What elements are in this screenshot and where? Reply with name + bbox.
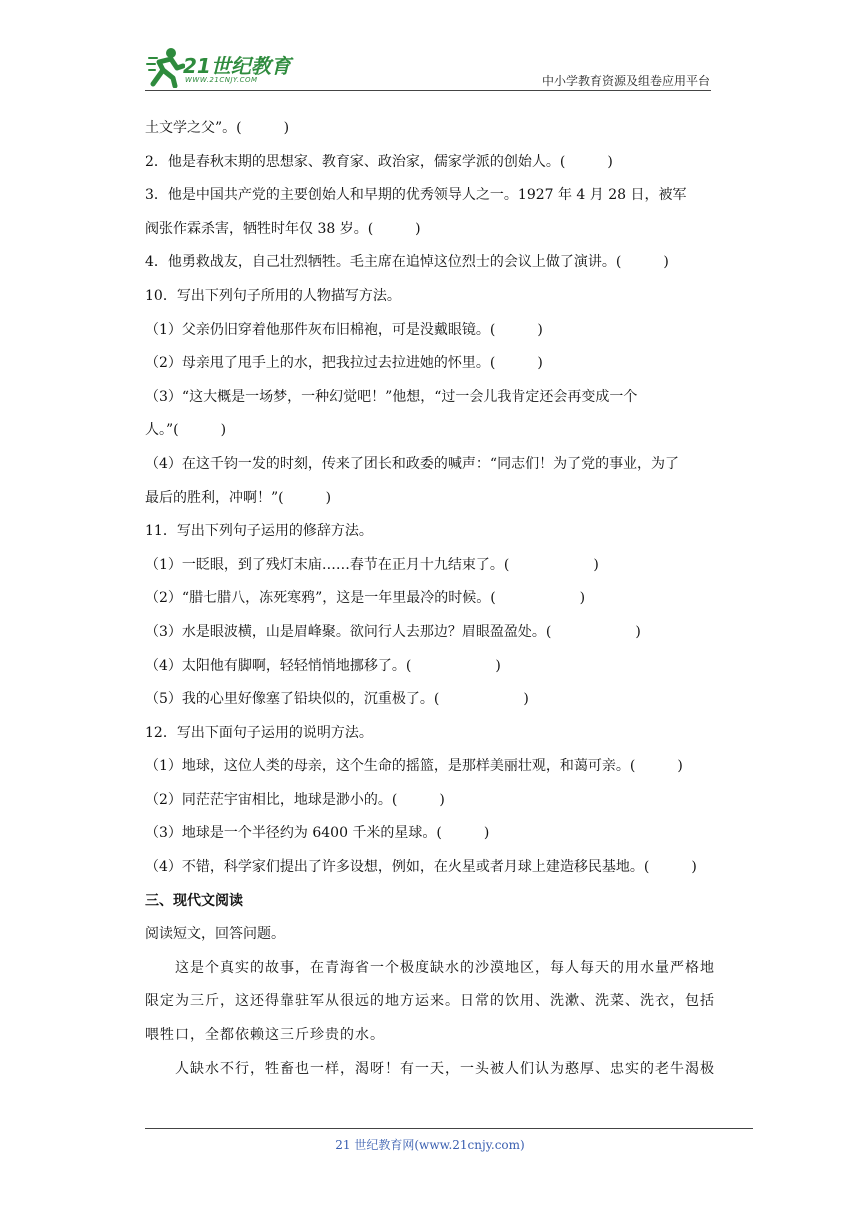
platform-label: 中小学教育资源及组卷应用平台	[541, 74, 710, 88]
text-line: （4）太阳他有脚啊，轻轻悄悄地挪移了。( )	[145, 657, 501, 674]
text-line: （5）我的心里好像塞了铅块似的，沉重极了。( )	[145, 691, 529, 708]
text-line: 3．他是中国共产党的主要创始人和早期的优秀领导人之一。1927 年 4 月 28 日，被军	[145, 187, 687, 204]
question-title: 11．写出下列句子运用的修辞方法。	[145, 523, 373, 540]
text-line: （3）“这大概是一场梦，一种幻觉吧！”他想，“过一会儿我肯定还会再变成一个	[145, 388, 638, 405]
text-line: （2）母亲甩了甩手上的水，把我拉过去拉进她的怀里。( )	[145, 355, 543, 372]
section-heading: 三、现代文阅读	[145, 892, 243, 909]
logo	[145, 44, 315, 90]
text-line: （3）地球是一个半径约为 6400 千米的星球。( )	[145, 825, 490, 842]
passage-line: 限定为三斤，这还得靠驻军从很远的地方运来。日常的饮用、洗漱、洗菜、洗衣，包括	[145, 993, 715, 1010]
passage-line: 人缺水不行，牲畜也一样，渴呀！有一天，一头被人们认为憨厚、忠实的老牛渴极	[175, 1060, 715, 1077]
footer-divider	[145, 1128, 753, 1129]
text-line: 最后的胜利，冲啊！”( )	[145, 489, 332, 506]
text-line: （2）“腊七腊八，冻死寒鸦”，这是一年里最冷的时候。( )	[145, 590, 586, 607]
runner-logo-icon	[145, 44, 185, 88]
text-line: （3）水是眼波横，山是眉峰聚。欲问行人去那边？眉眼盈盈处。( )	[145, 623, 641, 640]
page-header	[145, 44, 710, 92]
text-line: （1）地球，这位人类的母亲，这个生命的摇篮，是那样美丽壮观，和蔼可亲。( )	[145, 758, 683, 775]
question-title: 10．写出下列句子所用的人物描写方法。	[145, 287, 401, 304]
text-line: （1）父亲仍旧穿着他那件灰布旧棉袍，可是没戴眼镜。( )	[145, 321, 543, 338]
text-line: （4）在这千钧一发的时刻，传来了团长和政委的喊声：“同志们！为了党的事业，为了	[145, 455, 680, 472]
passage-line: 喂牲口，全都依赖这三斤珍贵的水。	[145, 1027, 385, 1044]
document-body	[145, 112, 725, 1086]
text-line: （2）同茫茫宇宙相比，地球是渺小的。( )	[145, 791, 445, 808]
passage-line: 这是个真实的故事，在青海省一个极度缺水的沙漠地区，每人每天的用水量严格地	[175, 959, 715, 976]
logo-url: WWW.21CNJY.COM	[185, 76, 258, 84]
logo-text: 21世纪教育	[183, 54, 291, 78]
text-line: 土文学之父”。( )	[145, 120, 290, 136]
footer-text: 21 世纪教育网(www.21cnjy.com)	[335, 1138, 525, 1152]
text-line: （1）一眨眼，到了残灯末庙……春节在正月十九结束了。( )	[145, 556, 599, 573]
text-line: 4．他勇救战友，自己壮烈牺牲。毛主席在追悼这位烈士的会议上做了演讲。( )	[145, 254, 669, 271]
instruction: 阅读短文，回答问题。	[145, 926, 285, 943]
text-line: 2．他是春秋末期的思想家、教育家、政治家，儒家学派的创始人。( )	[145, 153, 613, 170]
question-title: 12．写出下面句子运用的说明方法。	[145, 724, 373, 741]
text-line: （4）不错，科学家们提出了许多设想，例如，在火星或者月球上建造移民基地。( )	[145, 859, 697, 876]
text-line: 人。”( )	[145, 422, 227, 439]
header-divider	[145, 90, 711, 91]
text-line: 阀张作霖杀害，牺牲时年仅 38 岁。( )	[145, 220, 421, 237]
